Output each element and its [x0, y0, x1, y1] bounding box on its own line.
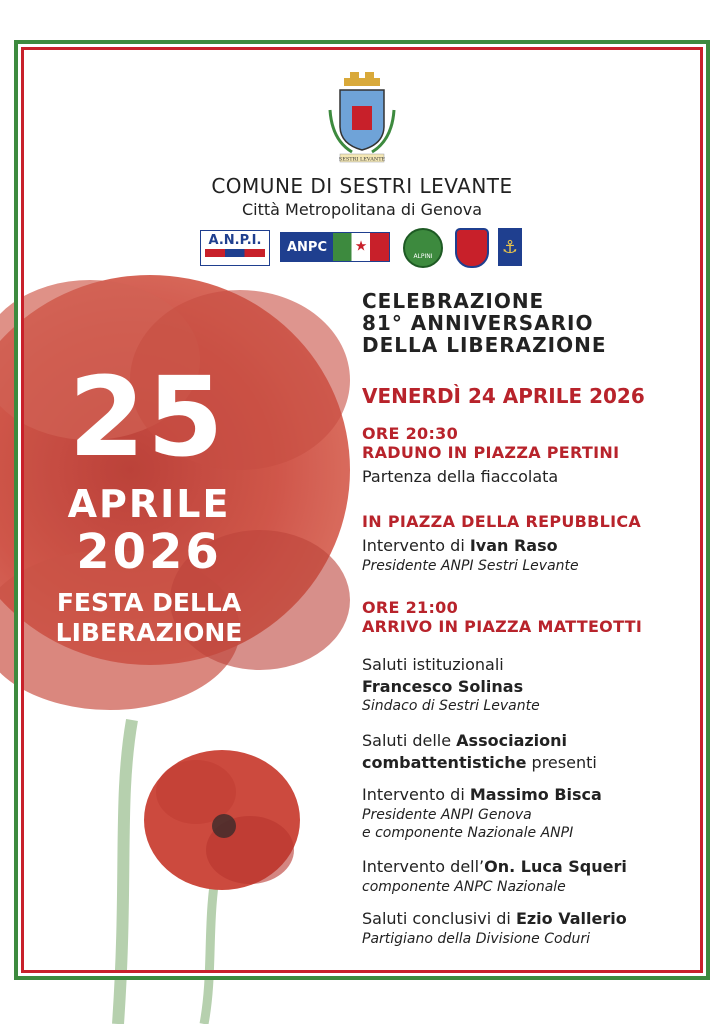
speaker-4-name: On. Luca Squeri	[484, 857, 627, 876]
section-repubblica	[362, 512, 641, 575]
speaker-1	[362, 654, 540, 715]
speaker-3-name: Massimo Bisca	[469, 785, 602, 804]
speaker-1-pre: Saluti istituzionali	[362, 655, 504, 674]
repubblica-name: Ivan Raso	[469, 536, 558, 556]
speaker-5-line	[362, 908, 627, 930]
alpini-logo-text: ALPINI	[413, 253, 433, 260]
anpc-flag	[333, 233, 389, 261]
anchor-icon: ⚓	[501, 236, 519, 258]
speaker-2-pre: Saluti delle	[362, 731, 457, 750]
speaker-3-role1: Presidente ANPI Genova	[362, 806, 532, 823]
speaker-4	[362, 856, 627, 896]
hero-festa-line2: LIBERAZIONE	[55, 618, 243, 647]
speaker-2-line1	[362, 730, 597, 752]
speaker-5	[362, 908, 627, 948]
anpi-stripe	[205, 249, 265, 257]
speaker-2-line2	[362, 752, 597, 774]
raduno-desc: Partenza della fiaccolata	[362, 467, 559, 487]
speaker-4-role: componente ANPC Nazionale	[362, 878, 566, 895]
anpi-logo-text: A.N.P.I.	[208, 233, 262, 248]
program-date: VENERDÌ 24 APRILE 2026	[362, 384, 645, 408]
speaker-4-line	[362, 856, 627, 878]
crest-motto: SESTRI LEVANTE	[338, 156, 386, 163]
hero-festa	[34, 588, 264, 648]
speaker-5-pre: Saluti conclusivi di	[362, 909, 516, 928]
hero-month: APRILE	[67, 482, 231, 526]
speaker-2-post: presenti	[526, 752, 597, 772]
alpini-logo	[403, 228, 443, 268]
section-raduno	[362, 424, 619, 488]
repubblica-pre: Intervento di	[362, 536, 470, 556]
anpc-logo-text: ANPC	[281, 233, 333, 261]
hero-year: 2026	[76, 524, 222, 580]
speaker-3-line	[362, 784, 602, 806]
celebration-line1: CELEBRAZIONE	[362, 289, 545, 313]
raduno-time: ORE 20:30	[362, 424, 459, 443]
celebration-line2: 81° ANNIVERSARIO	[362, 311, 594, 335]
speaker-3-pre: Intervento di	[362, 785, 470, 804]
speaker-5-name: Ezio Vallerio	[515, 909, 627, 928]
matteotti-place: ARRIVO IN PIAZZA MATTEOTTI	[362, 617, 643, 637]
repubblica-speaker	[362, 535, 641, 557]
town-name: COMUNE DI SESTRI LEVANTE	[211, 174, 513, 198]
speaker-4-pre: Intervento dell’	[362, 857, 485, 876]
anpc-logo	[280, 232, 390, 262]
raduno-place: RADUNO IN PIAZZA PERTINI	[362, 443, 620, 463]
celebration-heading	[362, 290, 607, 356]
speaker-2-name1: Associazioni	[456, 731, 568, 750]
celebration-line3: DELLA LIBERAZIONE	[362, 333, 607, 357]
star-icon: ★	[354, 238, 368, 255]
section-matteotti	[362, 598, 642, 636]
speaker-5-role: Partigiano della Divisione Coduri	[362, 930, 590, 947]
speaker-1-name: Francesco Solinas	[362, 676, 524, 696]
town-crest	[322, 70, 402, 166]
matteotti-time: ORE 21:00	[362, 598, 459, 617]
shield-logo	[455, 228, 489, 268]
hero-festa-line1: FESTA DELLA	[56, 588, 242, 617]
speaker-2	[362, 730, 597, 773]
metro-name: Città Metropolitana di Genova	[241, 200, 483, 219]
speaker-1-role: Sindaco di Sestri Levante	[362, 698, 540, 715]
repubblica-role: Presidente ANPI Sestri Levante	[362, 557, 579, 574]
speaker-2-name2: combattentistiche	[362, 752, 527, 772]
speaker-3	[362, 784, 602, 842]
anchor-logo	[498, 228, 522, 266]
hero-day: 25	[68, 353, 226, 481]
anpi-logo	[200, 230, 270, 266]
repubblica-place: IN PIAZZA DELLA REPUBBLICA	[362, 512, 642, 531]
speaker-3-role2: e componente Nazionale ANPI	[362, 824, 574, 841]
